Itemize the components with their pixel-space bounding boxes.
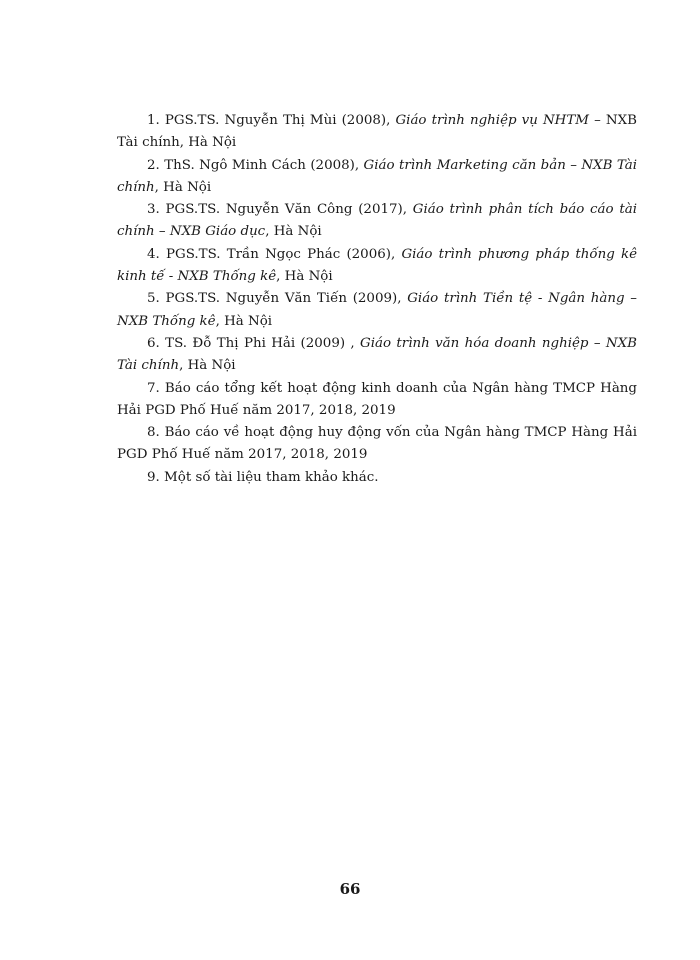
reference-item	[117, 378, 637, 423]
reference-author: PGS.TS. Nguyễn Văn Công	[165, 202, 353, 218]
reference-number: 4.	[147, 246, 160, 262]
page-number: 66	[339, 880, 361, 898]
reference-title: Giáo trình Tiền tệ - Ngân hàng – NXB Thống kê	[117, 291, 637, 329]
reference-title: Giáo trình Marketing căn bản – NXB Tài chính	[117, 157, 637, 195]
reference-number: 9.	[147, 469, 160, 485]
reference-author: PGS.TS. Nguyễn Văn Tiến	[165, 291, 347, 307]
reference-number: 2.	[147, 157, 160, 173]
reference-item	[117, 467, 637, 489]
reference-number: 8.	[147, 425, 160, 441]
reference-text: Báo cáo về hoạt động huy động vốn của Ngân hàng TMCP Hàng Hải PGD Phố Huế năm 2017, 2018, 2019	[117, 425, 637, 463]
reference-item	[117, 288, 637, 333]
reference-item	[117, 333, 637, 378]
reference-text: Một số tài liệu tham khảo khác.	[164, 469, 379, 485]
reference-year: (2008),	[341, 113, 391, 128]
reference-text: Báo cáo tổng kết hoạt động kinh doanh của Ngân hàng TMCP Hàng Hải PGD Phố Huế năm 2017, 2018, 2019	[117, 380, 637, 418]
reference-publisher: , Hà Nội	[265, 224, 322, 240]
reference-author: PGS.TS. Nguyễn Thị Mùi	[164, 113, 337, 128]
reference-title: Giáo trình văn hóa doanh nghiệp – NXB Tài chính	[117, 335, 637, 374]
reference-list	[117, 110, 637, 489]
reference-author: TS. Đỗ Thị Phi Hải	[165, 335, 296, 351]
reference-item	[117, 244, 637, 289]
reference-title: Giáo trình nghiệp vụ NHTM	[395, 113, 589, 128]
reference-publisher: , Hà Nội	[276, 269, 333, 285]
reference-publisher: , Hà Nội	[215, 313, 273, 329]
reference-item	[117, 155, 637, 200]
reference-title: Giáo trình phân tích báo cáo tài chính – NXB Giáo dục	[117, 202, 637, 240]
reference-year: (2006),	[346, 246, 396, 262]
reference-number: 5.	[147, 291, 160, 307]
reference-item	[117, 199, 637, 244]
reference-author: PGS.TS. Trần Ngọc Phác	[165, 246, 341, 262]
reference-publisher: , Hà Nội	[179, 358, 236, 374]
reference-number: 6.	[147, 335, 160, 351]
reference-author: ThS. Ngô Minh Cách	[164, 157, 306, 173]
reference-year: (2008),	[310, 157, 360, 173]
reference-publisher: , Hà Nội	[154, 179, 212, 195]
reference-year: (2017),	[358, 202, 407, 218]
reference-number: 7.	[147, 380, 160, 396]
reference-item	[117, 110, 637, 155]
reference-item	[117, 422, 637, 467]
reference-number: 1.	[147, 113, 160, 128]
reference-year: (2009),	[352, 291, 402, 307]
reference-year: (2009) ,	[300, 335, 355, 351]
reference-title: Giáo trình phương pháp thống kê kinh tế - NXB Thống kê	[117, 246, 637, 285]
reference-number: 3.	[147, 202, 160, 218]
reference-publisher: – NXB Tài chính, Hà Nội	[117, 113, 637, 151]
